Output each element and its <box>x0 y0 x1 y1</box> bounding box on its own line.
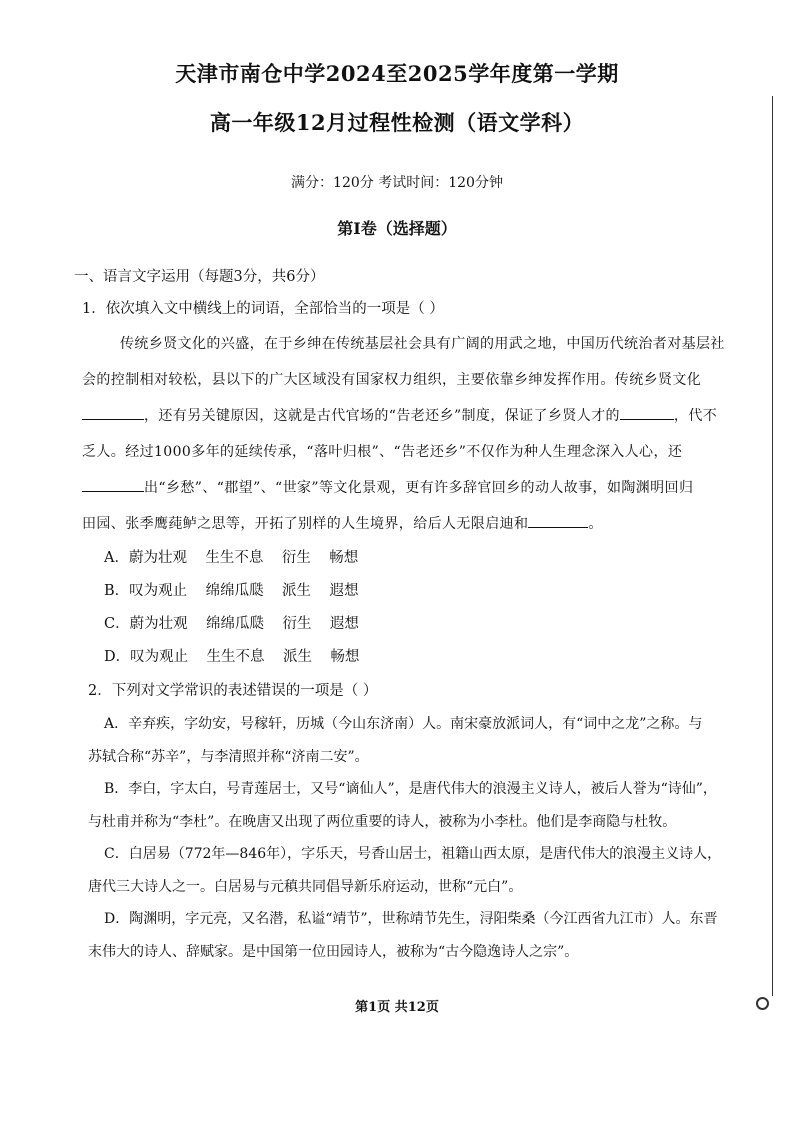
passage-text: 。 <box>588 516 603 532</box>
binding-hole-mark <box>756 997 769 1010</box>
passage-text: 出“乡愁”、“郡望”、“世家”等文化景观，更有许多辞官回乡的动人故事，如陶渊明回归 <box>144 480 694 496</box>
passage-line-2: 会的控制相对较松，县以下的广大区域没有国家权力组织，主要依靠乡绅发挥作用。传统乡贤文化 <box>82 372 702 388</box>
passage-line-1: 传统乡贤文化的兴盛，在于乡绅在传统基层社会具有广阔的用武之地，中国历代统治者对基层社 <box>120 336 725 352</box>
passage-text: ，代不 <box>673 408 718 424</box>
q2-option-c-line2: 唐代三大诗人之一。白居易与元稹共同倡导新乐府运动，世称“元白”。 <box>88 879 523 895</box>
passage-line-5 <box>82 477 693 497</box>
q2-option-c-line1: C．白居易（772年—846年），字乐天，号香山居士，祖籍山西太原，是唐代伟大的浪漫主义诗人， <box>104 846 722 862</box>
fill-blank-1 <box>82 405 144 420</box>
q2-option-d-line2: 末伟大的诗人、辞赋家。是中国第一位田园诗人，被称为“古今隐逸诗人之宗”。 <box>88 944 579 960</box>
q2-option-b-line2: 与杜甫并称为“李杜”。在晚唐又出现了两位重要的诗人，被称为小李杜。他们是李商隐与杜牧。 <box>88 814 677 830</box>
q2-option-a-line2: 苏轼合称“苏辛”，与李清照并称“济南二安”。 <box>88 749 369 765</box>
page-number: 第1页 共12页 <box>355 1000 439 1015</box>
passage-text: 田园、张季鹰莼鲈之思等，开拓了别样的人生境界，给后人无限启迪和 <box>82 516 529 532</box>
passage-text: ，还有另关键原因，这就是古代官场的“告老还乡”制度，保证了乡贤人才的 <box>144 408 620 424</box>
q1-option-b: B．叹为观止 绵绵瓜瓞 派生 遐想 <box>104 583 359 599</box>
section-heading: 一、语言文字运用（每题3分，共6分） <box>74 269 325 285</box>
volume-heading: 第Ⅰ卷（选择题） <box>337 219 457 238</box>
question-2-stem: 2．下列对文学常识的表述错误的一项是（ ） <box>88 683 378 699</box>
passage-line-3 <box>82 405 717 425</box>
exam-meta: 满分：120分 考试时间：120分钟 <box>291 175 503 191</box>
passage-line-4: 乏人。经过1000多年的延续传承，“落叶归根”、“告老还乡”不仅作为种人生理念深入人心，还 <box>82 444 683 460</box>
exam-subtitle: 高一年级12月过程性检测（语文学科） <box>209 110 585 135</box>
q2-option-b-line1: B．李白，字太白，号青莲居士，又号“谪仙人”，是唐代伟大的浪漫主义诗人，被后人誉为“诗仙”， <box>104 781 717 797</box>
passage-line-6 <box>82 513 603 533</box>
binding-line <box>772 96 773 996</box>
q2-option-a-line1: A．辛弃疾，字幼安，号稼轩，历城（今山东济南）人。南宋豪放派词人，有“词中之龙”之称。与 <box>104 716 703 732</box>
q2-option-d-line1: D．陶渊明，字元亮，又名潜，私谥“靖节”，世称靖节先生，浔阳柴桑（今江西省九江市）人。东晋 <box>104 911 718 927</box>
exam-title: 天津市南仓中学2024至2025学年度第一学期 <box>175 61 619 86</box>
q1-option-c: C．蔚为壮观 绵绵瓜瓞 衍生 遐想 <box>104 616 359 632</box>
q1-option-a: A．蔚为壮观 生生不息 衍生 畅想 <box>104 550 359 566</box>
question-1-stem: 1．依次填入文中横线上的词语，全部恰当的一项是（ ） <box>82 301 444 317</box>
fill-blank-4 <box>528 513 588 528</box>
fill-blank-3 <box>82 477 144 492</box>
q1-option-d: D．叹为观止 生生不息 派生 畅想 <box>104 649 360 665</box>
fill-blank-2 <box>620 405 674 420</box>
